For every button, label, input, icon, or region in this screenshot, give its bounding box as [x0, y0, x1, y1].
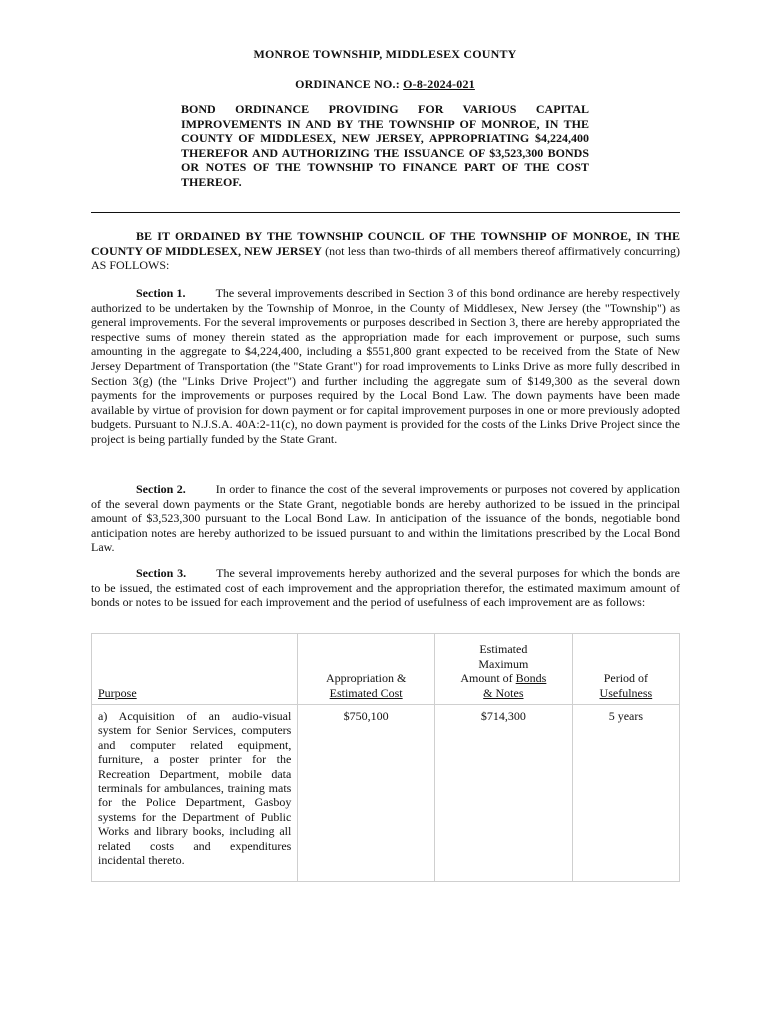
section-2 [91, 482, 680, 555]
municipality-heading: MONROE TOWNSHIP, MIDDLESEX COUNTY [253, 47, 517, 61]
section-3-text: The several improvements hereby authorized and the several purposes for which the bonds are to be issued, the estimated cost of each improvement and the appropriation therefor, the estimated maximum amount of bonds or notes to be issued for each improvement and the period of usefulness of each improvement are as follows: [91, 566, 680, 610]
header-bonds: Estimated Maximum Amount of Bonds & Notes [434, 634, 572, 705]
enacting-clause-rest: (not less than two-thirds of all members thereof affirmatively concurring) AS FOLLOWS: [91, 243, 681, 273]
table-header-row [92, 634, 680, 705]
period-cell: 5 years [572, 705, 679, 882]
improvements-table [91, 633, 680, 882]
section-3-heading: Section 3. [136, 566, 187, 580]
bonds-cell: $714,300 [434, 705, 572, 882]
ordinance-title: BOND ORDINANCE PROVIDING FOR VARIOUS CAPITAL IMPROVEMENTS IN AND BY THE TOWNSHIP OF MONROE, IN THE COUNTY OF MIDDLESEX, NEW JERSEY, APPROPRIATING $4,224,400 THEREFOR AND AUTHORIZING THE ISSUANCE OF $3,523,300 BONDS OR NOTES OF THE TOWNSHIP TO FINANCE PART OF THE COST THEREOF. [181, 102, 589, 189]
header-appropriation: Appropriation & Estimated Cost [298, 634, 435, 705]
section-1-text: The several improvements described in Section 3 of this bond ordinance are hereby respectively authorized to be undertaken by the Township of Monroe, in the County of Middlesex, New Jersey (the "Township") as general improvements. For the several improvements or purposes described in Section 3, there are hereby appropriated the respective sums of money therein stated as the appropriation made for each improvement or purpose, such sums amounting in the aggregate to $4,224,400, including a $551,800 grant expected to be received from the State of New Jersey Department of Transportation (the "State Grant") for road improvements to Links Drive as more fully described in Section 3(g) (the "Links Drive Project") and further including the aggregate sum of $149,300 as the several down payments for the improvements or purposes required by the Local Bond Law. The down payments have been made available by virtue of provision for down payment or for capital improvement purposes in one or more previously adopted budgets. Pursuant to N.J.S.A. 40A:2-11(c), no down payment is provided for the costs of the Links Drive Project since the project is being partially funded by the State Grant. [91, 286, 680, 446]
section-3 [91, 566, 680, 610]
appropriation-cell: $750,100 [298, 705, 435, 882]
enacting-clause [91, 229, 680, 273]
ordinance-number-line [0, 77, 770, 92]
table-row [92, 705, 680, 882]
section-1 [91, 286, 680, 447]
section-2-text: In order to finance the cost of the several improvements or purposes not covered by application of the several down payments or the State Grant, negotiable bonds are hereby authorized to be issued in the principal amount of $3,523,300 pursuant to the Local Bond Law. In anticipation of the issuance of the bonds, negotiable bond anticipation notes are hereby authorized to be issued pursuant to and within the limitations prescribed by the Local Bond Law. [91, 482, 680, 555]
title-divider [91, 212, 680, 213]
section-2-heading: Section 2. [136, 482, 186, 496]
ordinance-number-label: ORDINANCE NO.: [295, 77, 404, 91]
section-1-heading: Section 1. [136, 286, 186, 300]
header-purpose: Purpose [92, 634, 298, 705]
purpose-cell: a) Acquisition of an audio-visual system for Senior Services, computers and computer related equipment, furniture, a poster printer for the Recreation Department, mobile data terminals for ambulances, training mats for the Police Department, Gasboy systems for the Department of Public Works and library books, including all related costs and expenditures incidental thereto. [92, 705, 298, 882]
header-period: Period of Usefulness [572, 634, 679, 705]
ordinance-number: O-8-2024-021 [403, 77, 475, 91]
enacting-clause-bold: BE IT ORDAINED BY THE TOWNSHIP COUNCIL OF THE TOWNSHIP OF MONROE, IN THE COUNTY OF MIDDLESEX, NEW JERSEY [91, 229, 680, 258]
